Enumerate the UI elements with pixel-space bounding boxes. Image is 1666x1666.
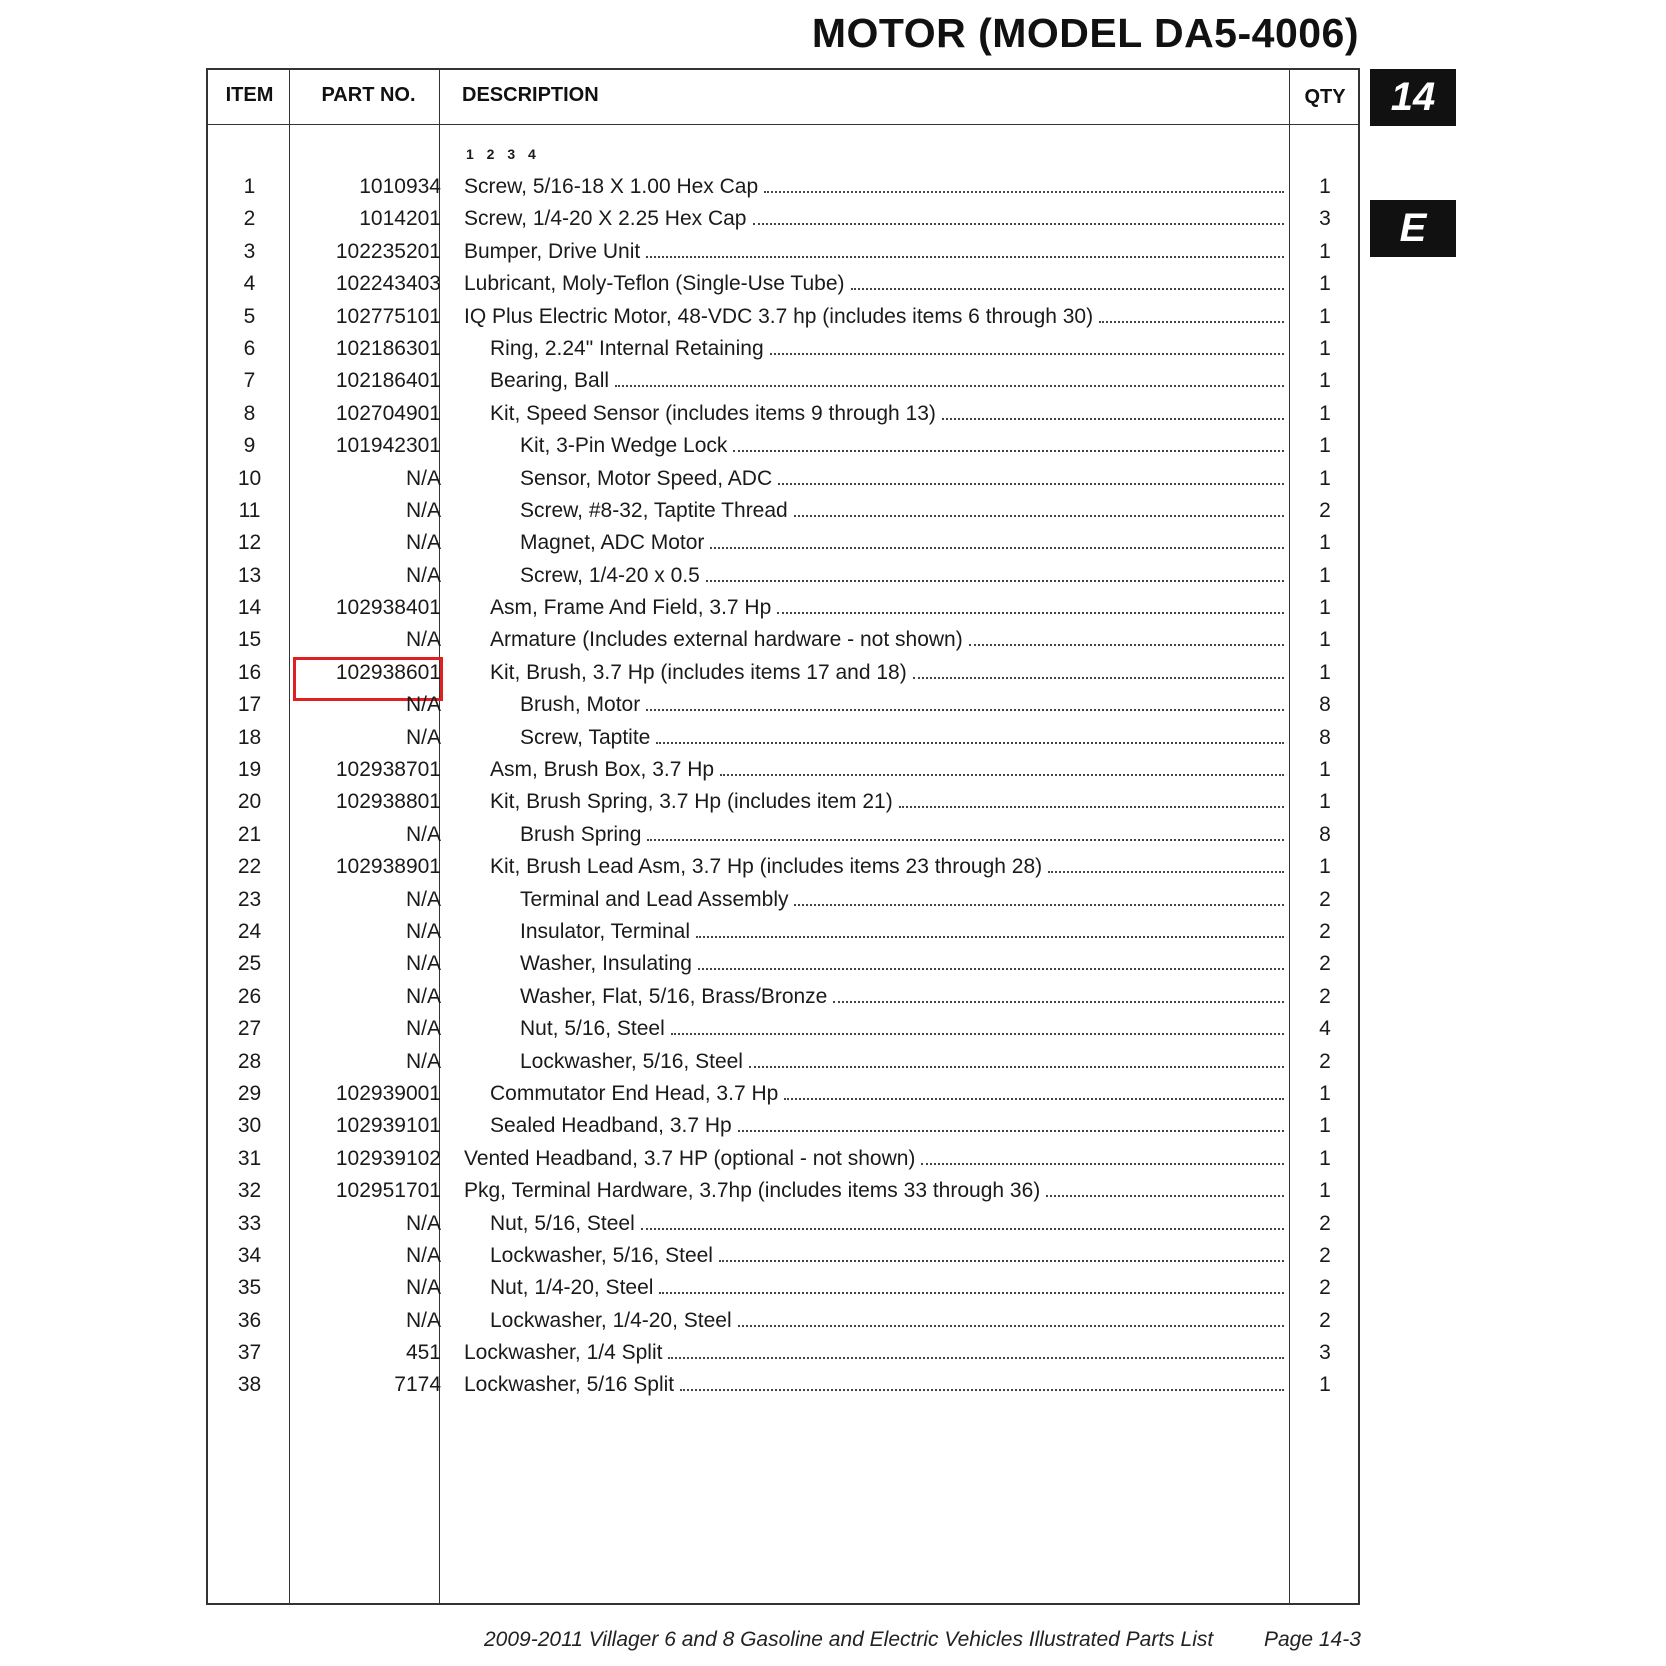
part-number: N/A (405, 466, 441, 490)
dot-leader (777, 611, 1284, 614)
description (464, 467, 1284, 491)
description (464, 726, 1284, 750)
header-part-no: PART NO. (321, 84, 416, 106)
description-text: Bumper, Drive Unit (464, 239, 641, 263)
item-number: 7 (243, 369, 256, 393)
quantity: 8 (1319, 693, 1331, 717)
description (464, 499, 1284, 523)
part-number: N/A (405, 1211, 441, 1235)
dot-leader (794, 514, 1284, 517)
header-qty: QTY (1304, 86, 1346, 108)
part-number: 102704901 (335, 401, 441, 425)
quantity: 2 (1319, 952, 1331, 976)
description (464, 1050, 1284, 1074)
quantity: 4 (1319, 1017, 1331, 1041)
description (464, 1179, 1284, 1203)
quantity: 2 (1319, 919, 1331, 943)
dot-leader (646, 255, 1284, 258)
description (464, 1309, 1284, 1333)
description (464, 402, 1284, 426)
quantity: 1 (1319, 596, 1331, 620)
table-row (208, 624, 1358, 656)
description (464, 985, 1284, 1009)
part-number: N/A (405, 498, 441, 522)
description-text: Vented Headband, 3.7 HP (optional - not shown) (464, 1146, 916, 1170)
item-number: 35 (237, 1276, 262, 1300)
table-row (208, 754, 1358, 786)
table-row (208, 560, 1358, 592)
table-row (208, 301, 1358, 333)
quantity: 2 (1319, 887, 1331, 911)
dot-leader (733, 449, 1284, 452)
table-row (208, 786, 1358, 818)
quantity: 1 (1319, 336, 1331, 360)
table-row (208, 1208, 1358, 1240)
quantity: 1 (1319, 175, 1331, 198)
table-row (208, 268, 1358, 300)
part-number: N/A (405, 1276, 441, 1300)
dot-leader (778, 482, 1284, 485)
item-number: 32 (237, 1179, 262, 1203)
table-row (208, 1046, 1358, 1078)
page-title: MOTOR (MODEL DA5-4006) (811, 10, 1359, 56)
description-text: Screw, #8-32, Taptite Thread (520, 498, 788, 522)
quantity: 1 (1319, 401, 1331, 425)
description-text: Kit, Speed Sensor (includes items 9 through 13) (490, 401, 936, 425)
description-text: Kit, 3-Pin Wedge Lock (520, 434, 728, 458)
table-row (208, 365, 1358, 397)
description (464, 531, 1284, 555)
quantity: 2 (1319, 498, 1331, 522)
description (464, 564, 1284, 588)
part-number: N/A (405, 1308, 441, 1332)
part-number: 102939001 (335, 1081, 441, 1105)
description-text: Sealed Headband, 3.7 Hp (490, 1114, 732, 1138)
item-number: 21 (237, 822, 262, 846)
description-text: Washer, Flat, 5/16, Brass/Bronze (520, 984, 828, 1008)
part-number: N/A (405, 822, 441, 846)
quantity: 1 (1319, 563, 1331, 587)
description (464, 434, 1284, 458)
quantity: 3 (1319, 1341, 1331, 1365)
dot-leader (738, 1129, 1284, 1132)
table-row (208, 981, 1358, 1013)
quantity: 8 (1319, 725, 1331, 749)
page-number: Page 14-3 (1264, 1628, 1361, 1651)
description (464, 661, 1284, 685)
table-row (208, 1078, 1358, 1110)
description-text: Insulator, Terminal (520, 919, 691, 943)
description-text: Nut, 5/16, Steel (490, 1211, 635, 1235)
quantity: 2 (1319, 1308, 1331, 1332)
table-row (208, 657, 1358, 689)
dot-leader (753, 222, 1285, 225)
description (464, 628, 1284, 652)
description-text: Lockwasher, 1/4-20, Steel (490, 1308, 732, 1332)
table-row (208, 948, 1358, 980)
part-number: 101942301 (335, 434, 441, 458)
description (464, 823, 1284, 847)
item-number: 14 (237, 596, 262, 620)
table-row (208, 1272, 1358, 1304)
part-number: N/A (405, 531, 441, 555)
part-number: 102938401 (335, 596, 441, 620)
quantity: 1 (1319, 628, 1331, 652)
part-number: 102938701 (335, 758, 441, 782)
dot-leader (784, 1097, 1284, 1100)
item-number: 26 (237, 984, 262, 1008)
table-row (208, 1240, 1358, 1272)
description-text: Screw, 5/16-18 X 1.00 Hex Cap (464, 175, 759, 198)
quantity: 1 (1319, 758, 1331, 782)
item-number: 4 (243, 272, 256, 296)
dot-leader (749, 1065, 1284, 1068)
item-number: 22 (237, 855, 262, 879)
part-number: 102938801 (335, 790, 441, 814)
item-number: 9 (243, 434, 256, 458)
table-row (208, 463, 1358, 495)
item-number: 18 (237, 725, 262, 749)
description-text: Nut, 1/4-20, Steel (490, 1276, 654, 1300)
dot-leader (942, 417, 1284, 420)
item-number: 25 (237, 952, 262, 976)
item-number: 2 (243, 207, 256, 231)
description-text: Ring, 2.24" Internal Retaining (490, 336, 764, 360)
quantity: 2 (1319, 1243, 1331, 1267)
quantity: 1 (1319, 1114, 1331, 1138)
description-text: Asm, Brush Box, 3.7 Hp (490, 758, 715, 782)
table-row (208, 884, 1358, 916)
dot-leader (770, 352, 1284, 355)
part-number: N/A (405, 919, 441, 943)
item-number: 17 (237, 693, 262, 717)
description-text: Kit, Brush, 3.7 Hp (includes items 17 and 18) (490, 660, 907, 684)
part-number: 102243403 (335, 272, 441, 296)
description-text: Magnet, ADC Motor (520, 531, 705, 555)
table-row (208, 592, 1358, 624)
dot-leader (706, 579, 1284, 582)
item-number: 3 (243, 239, 256, 263)
quantity: 1 (1319, 272, 1331, 296)
quantity: 1 (1319, 1081, 1331, 1105)
description (464, 1212, 1284, 1236)
description (464, 855, 1284, 879)
description-text: Pkg, Terminal Hardware, 3.7hp (includes items 33 through 36) (464, 1179, 1041, 1203)
description-text: Armature (Includes external hardware - not shown) (490, 628, 963, 652)
dot-leader (794, 903, 1284, 906)
dot-leader (710, 546, 1284, 549)
table-row (208, 1369, 1358, 1401)
quantity: 1 (1319, 790, 1331, 814)
quantity: 8 (1319, 822, 1331, 846)
dot-leader (1046, 1194, 1284, 1197)
description (464, 1114, 1284, 1138)
table-row (208, 203, 1358, 235)
description (464, 1373, 1284, 1397)
item-number: 23 (237, 887, 262, 911)
footer-title: 2009-2011 Villager 6 and 8 Gasoline and Electric Vehicles Illustrated Parts List (484, 1628, 1214, 1651)
description-text: IQ Plus Electric Motor, 48-VDC 3.7 hp (includes items 6 through 30) (464, 304, 1094, 328)
table-row (208, 430, 1358, 462)
description-text: Terminal and Lead Assembly (520, 887, 789, 911)
dot-leader (615, 384, 1284, 387)
description-text: Kit, Brush Spring, 3.7 Hp (includes item 21) (490, 790, 893, 814)
dot-leader (696, 935, 1284, 938)
table-row (208, 1175, 1358, 1207)
part-number: N/A (405, 725, 441, 749)
description-text: Nut, 5/16, Steel (520, 1017, 665, 1041)
quantity: 2 (1319, 984, 1331, 1008)
dot-leader (921, 1162, 1284, 1165)
dot-leader (913, 676, 1284, 679)
item-number: 15 (237, 628, 262, 652)
item-number: 13 (237, 563, 262, 587)
item-number: 37 (237, 1341, 262, 1365)
part-number: 102951701 (335, 1179, 441, 1203)
dot-leader (647, 838, 1284, 841)
item-number: 24 (237, 919, 262, 943)
description-text: Kit, Brush Lead Asm, 3.7 Hp (includes items 23 through 28) (490, 855, 1043, 879)
quantity: 1 (1319, 1146, 1331, 1170)
table-row (208, 1013, 1358, 1045)
description-text: Commutator End Head, 3.7 Hp (490, 1081, 779, 1105)
item-number: 28 (237, 1049, 262, 1073)
quantity: 1 (1319, 855, 1331, 879)
description-text: Lockwasher, 5/16, Steel (520, 1049, 743, 1073)
dot-leader (969, 643, 1284, 646)
item-number: 27 (237, 1017, 262, 1041)
description (464, 1276, 1284, 1300)
description (464, 693, 1284, 717)
description (464, 952, 1284, 976)
table-row (208, 689, 1358, 721)
description-text: Lockwasher, 1/4 Split (464, 1341, 663, 1365)
description (464, 240, 1284, 264)
table-row (208, 236, 1358, 268)
description-text: Asm, Frame And Field, 3.7 Hp (490, 596, 772, 620)
item-number: 11 (238, 498, 261, 522)
dot-leader (698, 967, 1284, 970)
description (464, 175, 1284, 199)
quantity: 1 (1319, 466, 1331, 490)
dot-leader (1099, 320, 1284, 323)
description (464, 369, 1284, 393)
part-number: 102939101 (335, 1114, 441, 1138)
dot-leader (764, 190, 1284, 193)
item-number: 12 (237, 531, 262, 555)
description (464, 758, 1284, 782)
dot-leader (671, 1032, 1284, 1035)
part-number: N/A (405, 952, 441, 976)
dot-leader (833, 1000, 1284, 1003)
description (464, 596, 1284, 620)
header-divider (208, 124, 1358, 125)
part-number: N/A (405, 1017, 441, 1041)
part-number: N/A (405, 1243, 441, 1267)
description (464, 1147, 1284, 1171)
part-number: 7174 (394, 1373, 441, 1397)
part-number: 1014201 (359, 207, 441, 231)
item-number: 33 (237, 1211, 262, 1235)
quantity: 1 (1319, 1179, 1331, 1203)
item-number: 8 (243, 401, 256, 425)
description (464, 305, 1284, 329)
dot-leader (719, 1259, 1284, 1262)
part-number: 102938601 (335, 660, 441, 684)
dot-leader (680, 1388, 1284, 1391)
section-tab: E (1370, 200, 1456, 257)
table-row (208, 1337, 1358, 1369)
dot-leader (668, 1356, 1284, 1359)
part-number: 102775101 (335, 304, 441, 328)
table-row (208, 851, 1358, 883)
item-number: 5 (243, 304, 256, 328)
description-text: Washer, Insulating (520, 952, 692, 976)
table-row (208, 819, 1358, 851)
description (464, 1082, 1284, 1106)
table-row (208, 495, 1358, 527)
header-description: DESCRIPTION (462, 84, 599, 106)
parts-rows (208, 171, 1358, 1402)
description (464, 1244, 1284, 1268)
description-text: Sensor, Motor Speed, ADC (520, 466, 773, 490)
table-row (208, 333, 1358, 365)
dot-leader (1048, 870, 1284, 873)
indent-level-indicators: 1 2 3 4 (466, 146, 536, 162)
part-number: N/A (405, 984, 441, 1008)
quantity: 2 (1319, 1211, 1331, 1235)
description (464, 207, 1284, 231)
table-row (208, 722, 1358, 754)
part-number: 1010934 (359, 175, 441, 198)
item-number: 38 (237, 1373, 262, 1397)
header-item: ITEM (225, 84, 274, 106)
description (464, 920, 1284, 944)
dot-leader (646, 708, 1284, 711)
chapter-tab: 14 (1370, 69, 1456, 126)
part-number: N/A (405, 693, 441, 717)
description-text: Screw, Taptite (520, 725, 651, 749)
table-row (208, 1110, 1358, 1142)
part-number: N/A (405, 1049, 441, 1073)
description-text: Screw, 1/4-20 X 2.25 Hex Cap (464, 207, 747, 231)
dot-leader (851, 287, 1284, 290)
description (464, 1017, 1284, 1041)
dot-leader (899, 805, 1284, 808)
dot-leader (738, 1324, 1284, 1327)
description-text: Bearing, Ball (490, 369, 610, 393)
part-number: N/A (405, 887, 441, 911)
item-number: 10 (237, 466, 262, 490)
part-number: 102186301 (335, 336, 441, 360)
table-row (208, 1305, 1358, 1337)
item-number: 19 (237, 758, 262, 782)
description (464, 1341, 1284, 1365)
description (464, 888, 1284, 912)
dot-leader (720, 773, 1284, 776)
description-text: Lubricant, Moly-Teflon (Single-Use Tube) (464, 272, 845, 296)
quantity: 1 (1319, 434, 1331, 458)
dot-leader (656, 741, 1284, 744)
quantity: 1 (1319, 1373, 1331, 1397)
quantity: 1 (1319, 660, 1331, 684)
description (464, 790, 1284, 814)
quantity: 2 (1319, 1276, 1331, 1300)
parts-table (206, 68, 1360, 1605)
item-number: 16 (237, 660, 262, 684)
description-text: Lockwasher, 5/16 Split (464, 1373, 675, 1397)
description-text: Brush, Motor (520, 693, 641, 717)
dot-leader (641, 1227, 1284, 1230)
item-number: 6 (243, 336, 256, 360)
item-number: 29 (237, 1081, 262, 1105)
item-number: 36 (237, 1308, 262, 1332)
part-number: 102938901 (335, 855, 441, 879)
description (464, 272, 1284, 296)
description-text: Lockwasher, 5/16, Steel (490, 1243, 713, 1267)
quantity: 3 (1319, 207, 1331, 231)
table-row (208, 1143, 1358, 1175)
item-number: 1 (243, 175, 256, 198)
item-number: 34 (237, 1243, 262, 1267)
part-number: 102186401 (335, 369, 441, 393)
quantity: 1 (1319, 304, 1331, 328)
table-row (208, 527, 1358, 559)
quantity: 1 (1319, 239, 1331, 263)
part-number: 451 (405, 1341, 441, 1365)
part-number: 102939102 (335, 1146, 441, 1170)
part-number: 102235201 (335, 239, 441, 263)
description-text: Screw, 1/4-20 x 0.5 (520, 563, 700, 587)
table-row (208, 916, 1358, 948)
table-row (208, 171, 1358, 203)
quantity: 1 (1319, 369, 1331, 393)
table-row (208, 398, 1358, 430)
item-number: 20 (237, 790, 262, 814)
quantity: 2 (1319, 1049, 1331, 1073)
description (464, 337, 1284, 361)
description-text: Brush Spring (520, 822, 642, 846)
quantity: 1 (1319, 531, 1331, 555)
dot-leader (659, 1291, 1284, 1294)
part-number: N/A (405, 563, 441, 587)
item-number: 31 (237, 1146, 262, 1170)
item-number: 30 (237, 1114, 262, 1138)
part-number: N/A (405, 628, 441, 652)
